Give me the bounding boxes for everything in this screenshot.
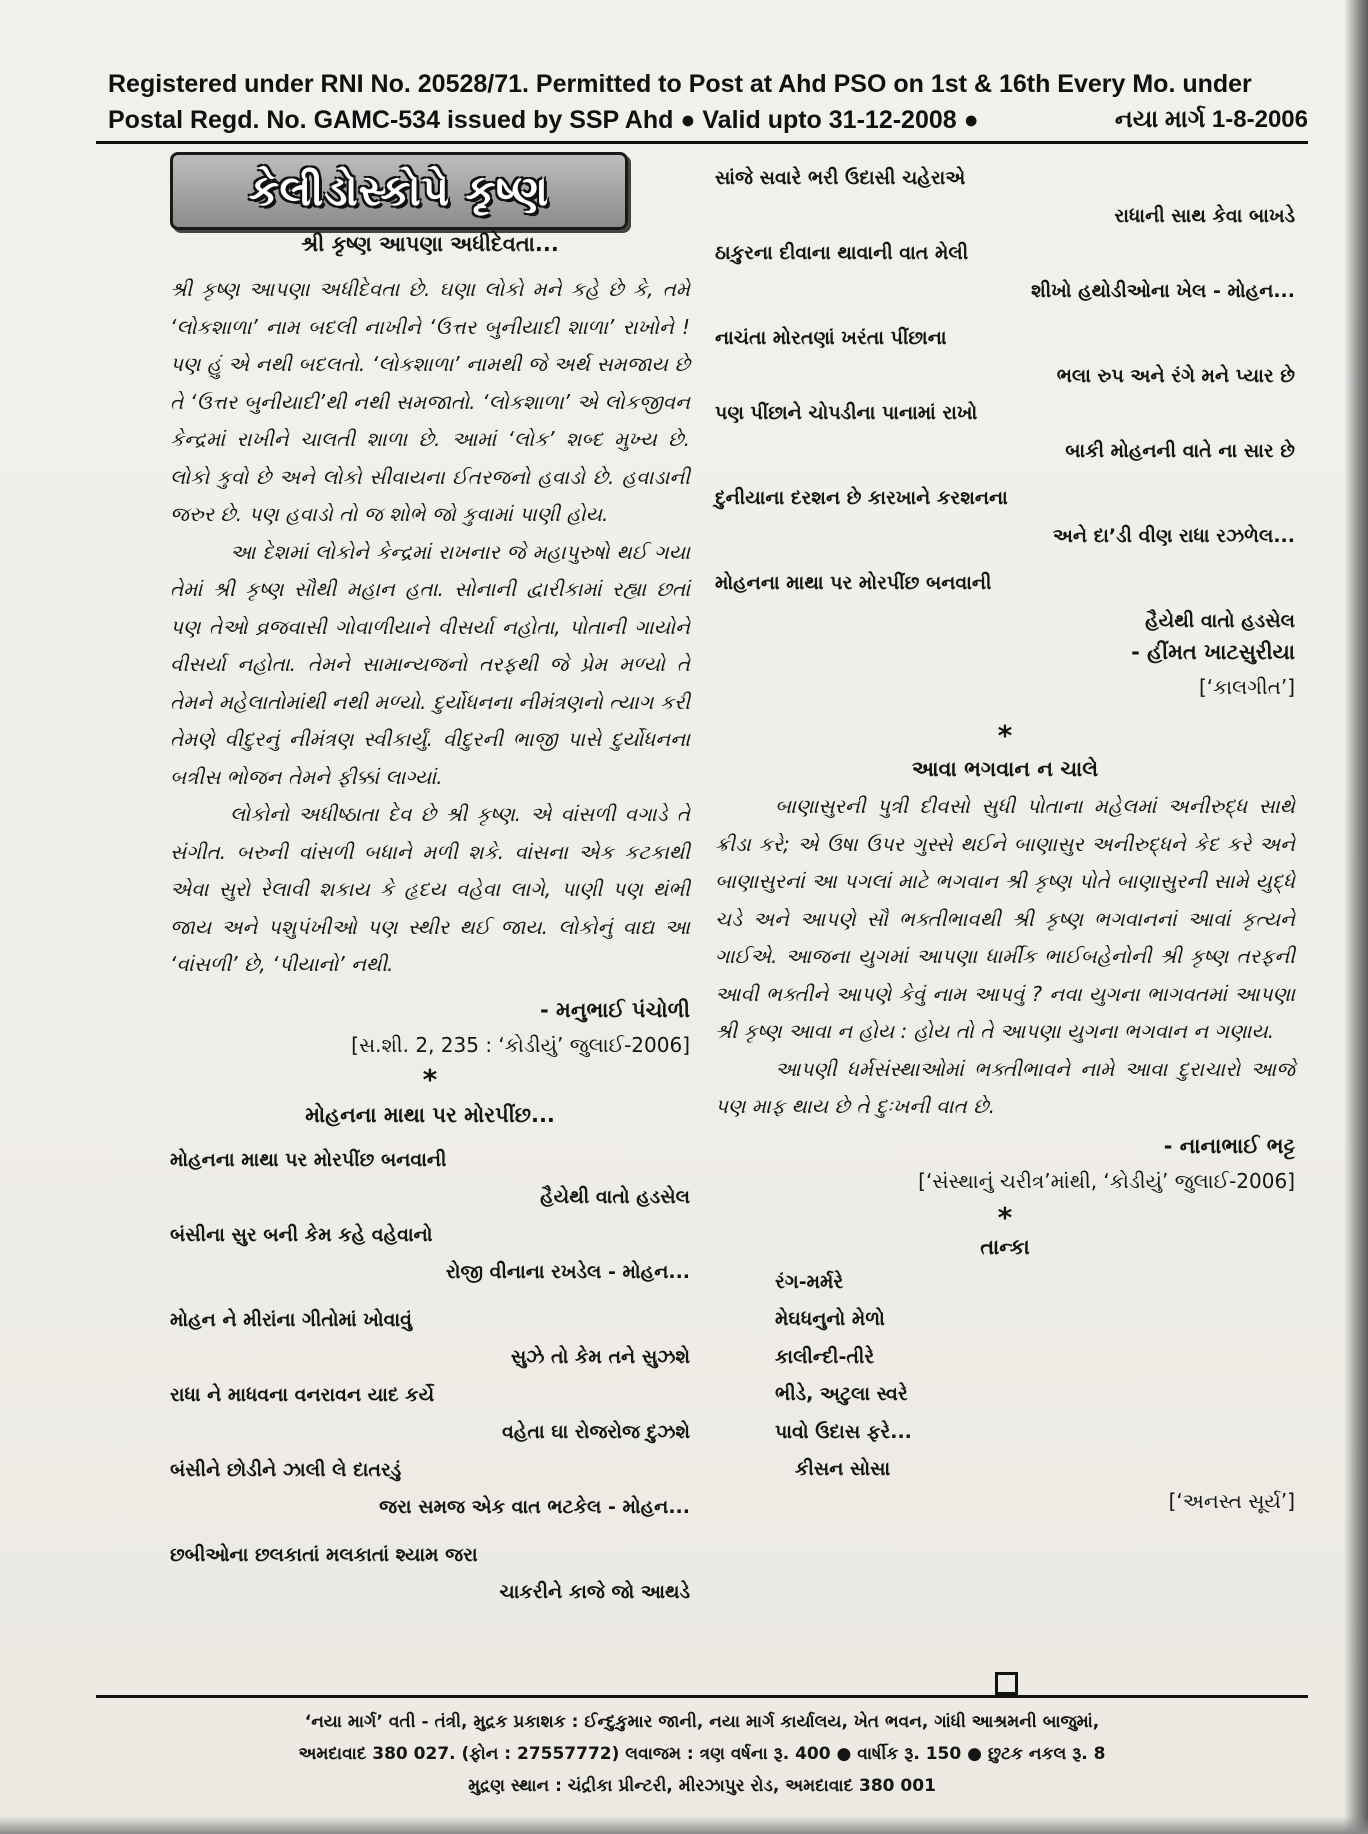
poem-line: પણ પીંછાને ચોપડીના પાનામાં રાખો (715, 402, 978, 424)
tanka-citation: [‘અનસ્ત સૂર્ય’] (1168, 1488, 1295, 1513)
article1-heading: શ્રી કૃષ્ણ આપણા અધીદેવતા... (301, 232, 559, 256)
tanka-line: પાવો ઉદાસ ફરે... (775, 1420, 912, 1443)
stanza-gap (715, 555, 1295, 565)
tanka-author: કીસન સોસા (795, 1458, 891, 1480)
poem-signature: - હીંમત ખાટસુરીયા (1131, 640, 1295, 664)
poem-line: મોહન ને મીરાંના ગીતોમાં ખોવાવું (170, 1308, 412, 1331)
stanza-gap (715, 310, 1295, 320)
footer-rule (96, 1695, 1308, 1698)
article2-signature: - નાનાભાઈ ભટ્ટ (1163, 1133, 1295, 1158)
poem-line: બાકી મોહનની વાતે ના સાર છે (1065, 439, 1295, 462)
footer-line-3: મુદ્રણ સ્થાન : ચંદ્રીકા પ્રીન્ટરી, મીરઝાપુર રોડ, અમદાવાદ 380 001 (468, 1776, 936, 1796)
poem-line: રોજી વીનાના રખડેલ - મોહન... (445, 1261, 690, 1283)
postal-header (108, 66, 1308, 138)
stanza-gap (715, 470, 1295, 480)
poem-line: રાધા ને માધવના વનરાવન યાદ કર્યે (170, 1383, 435, 1406)
poem-line: મોહનના માથા પર મોરપીંછ બનવાની (170, 1148, 447, 1171)
tanka-line: કાલીન્દી-તીરે (775, 1345, 875, 1368)
poem-line: બંસીને છોડીને ઝાલી લે દાતરડું (170, 1458, 402, 1481)
poem-line: મોહનના માથા પર મોરપીંછ બનવાની (715, 572, 992, 594)
header-line-1: Registered under RNI No. 20528/71. Permitted to Post at Ahd PSO on 1st & 16th Every Mo. under (108, 70, 1252, 98)
article1-citation: [સ.શી. 2, 235 : ‘કોડીયું’ જુલાઈ-2006] (351, 1032, 690, 1057)
separator-star: * (422, 1062, 438, 1096)
poem-line: દુનીયાના દરશન છે કારખાને કરશનના (715, 487, 1008, 509)
poem-line: છબીઓના છલકાતાં મલકાતાં શ્યામ જરા (170, 1543, 478, 1566)
poem-line: ભલા રુપ અને રંગે મને પ્યાર છે (1056, 364, 1295, 387)
tanka-line: રંગ-મર્મરે (775, 1270, 844, 1293)
article1-paragraph-3: લોકોનો અધીષ્ઠાતા દેવ છે શ્રી કૃષ્ણ. એ વાંસળી વગાડે તે સંગીત. બરુની વાંસળી બધાને મળી શકે. વાંસના એક કટકાથી એવા સુરો રેલાવી શકાય કે હૃદય વહેવા લાગે, પાણી પણ થંભી જાય અને પશુપંખીઓ પણ સ્થીર થઈ જાય. લોકોનું વાદ્ય આ ‘વાંસળી’ છે, ‘પીયાનો’ નથી. (170, 802, 690, 976)
article2-citation: [‘સંસ્થાનું ચરીત્ર’માંથી, ‘કોડીયું’ જુલાઈ-2006] (918, 1168, 1295, 1193)
footer-line-2: અમદાવાદ 380 027. (ફોન : 27557772) લવાજમ : ત્રણ વર્ષના રૂ. 400 ● વાર્ષીક રૂ. 150 ● છુટક નકલ રૂ. 8 (298, 1744, 1106, 1764)
issue-date: નયા માર્ગ 1-8-2006 (1114, 106, 1308, 133)
stanza-gap (170, 1527, 690, 1537)
header-line-2 (108, 102, 1308, 138)
poem-line: વહેતા ઘા રોજરોજ દુઝશે (502, 1421, 690, 1443)
article2-paragraph-1: બાણાસુરની પુત્રી દીવસો સુધી પોતાના મહેલમાં અનીરુદ્ધ સાથે ક્રીડા કરે; એ ઉષા ઉપર ગુસ્સે થઈને બાણાસુર અનીરુદ્ધને કેદ કરે અને બાણાસુરનાં આ પગલાં માટે ભગવાન શ્રી કૃષ્ણ પોતે બાણાસુરની સામે યુદ્ધે ચડે અને આપણે સૌ ભક્તીભાવથી શ્રી કૃષ્ણ ભગવાનનાં આવાં કૃત્યને ગાઈએ. આજના યુગમાં આપણા ધાર્મીક ભાઈબહેનોની શ્રી કૃષ્ણ તરફની આવી ભક્તીને આપણે કેવું નામ આપવું ? નવા યુગના ભાગવતમાં આપણા શ્રી કૃષ્ણ આવા ન હોય : હોય તો તે આપણા યુગના ભગવાન ન ગણાય. (715, 794, 1295, 1043)
left-column (170, 232, 690, 1612)
poem-line: શીખો હથોડીઓના ખેલ - મોહન... (1031, 279, 1295, 302)
article2-paragraph-2: આપણી ધર્મસંસ્થાઓમાં ભક્તીભાવને નામે આવા દુરાચારો આજે પણ માફ થાય છે તે દુઃખની વાત છે. (715, 1056, 1295, 1118)
poem-line: રાધાની સાથ કેવા બાખડે (1114, 204, 1295, 227)
footer-line-1: ‘નયા માર્ગ’ વતી - તંત્રી, મુદ્રક પ્રકાશક : ઈન્દુકુમાર જાની, નયા માર્ગ કાર્યાલય, ખેત ભવન, ગાંધી આશ્રમની બાજુમાં, (304, 1712, 1100, 1732)
section-title: કેલીડોસ્કોપે કૃષ્ણ (248, 166, 550, 215)
poem-line: અને દા’ડી વીણ રાધા રઝળેલ... (1052, 524, 1295, 547)
article1-paragraph-1: શ્રી કૃષ્ણ આપણા અધીદેવતા છે. ઘણા લોકો મને કહે છે કે, તમે ‘લોકશાળા’ નામ બદલી નાખીને ‘ઉત્તર બુનીયાદી શાળા’ રાખોને ! પણ હું એ નથી બદલતો. ‘લોકશાળા’ નામથી જે અર્થ સમજાય છે તે ‘ઉત્તર બુનીયાદી’થી નથી સમજાતો. ‘લોકશાળા’ એ લોકજીવન કેન્દ્રમાં રાખીને ચાલતી શાળા છે. આમાં ‘લોક’ શબ્દ મુખ્ય છે. લોકો કુવો છે અને લોકો સીવાયના ઈતરજનો હવાડો છે. હવાડાની જરુર છે. પણ હવાડો તો જ શોભે જો કુવામાં પાણી હોય. (170, 277, 690, 526)
poem-line: સાંજે સવારે ભરી ઉદાસી ચહેરાએ (715, 167, 966, 189)
scan-edge-shadow (1344, 0, 1368, 1834)
header-registration: Postal Regd. No. GAMC-534 issued by SSP Ahd ● Valid upto 31-12-2008 ● (108, 106, 979, 134)
poem-line: હૈયેથી વાતો હડસેલ (540, 1186, 690, 1208)
stanza-gap (170, 1292, 690, 1302)
separator-star: * (997, 719, 1013, 752)
poem-line: ચાકરીને કાજે જો આથડે (499, 1581, 690, 1603)
poem-line: સુઝે તો કેમ તને સુઝશે (510, 1346, 690, 1368)
right-column (715, 160, 1295, 1513)
article1-paragraph-2: આ દેશમાં લોકોને કેન્દ્રમાં રાખનાર જે મહાપુરુષો થઈ ગયા તેમાં શ્રી કૃષ્ણ સૌથી મહાન હતા. સોનાની દ્વારીકામાં રહ્યા છતાં પણ તેઓ વ્રજવાસી ગોવાળીયાને વીસર્યા નહોતા, પોતાની ગાયોને વીસર્યા નહોતા. તેમને સામાન્યજનો તરફથી જે પ્રેમ મળ્યો તે તેમને મહેલાતોમાંથી નથી મળ્યો. દુર્યોધનના નીમંત્રણનો ત્યાગ કરી તેમણે વીદુરનું નીમંત્રણ સ્વીકાર્યું. વીદુરની ભાજી પાસે દુર્યોધનના બત્રીસ ભોજન તેમને ફીક્કાં લાગ્યાં. (170, 539, 690, 789)
poem-citation: [‘કાલગીત’] (1198, 675, 1295, 699)
poem-line: બંસીના સુર બની કેમ કહે વહેવાનો (170, 1223, 433, 1246)
poem-line: હૈયેથી વાતો હડસેલ (1145, 609, 1295, 632)
tanka-heading: તાન્કા (980, 1234, 1030, 1259)
article2-heading: આવા ભગવાન ન ચાલે (911, 757, 1099, 781)
poem-line: ઠાકુરના દીવાના થાવાની વાત મેલી (715, 242, 969, 264)
end-mark-square-icon (995, 1672, 1018, 1695)
section-title-box (170, 152, 628, 230)
poem-line: જરા સમજ એક વાત ભટકેલ - મોહન... (379, 1496, 690, 1518)
tanka-line: મેઘધનુનો મેળો (775, 1308, 885, 1330)
tanka-line: ભીડે, અટુલા સ્વરે (775, 1383, 908, 1405)
poem-line: નાચંતા મોરતણાં ખરંતા પીંછાના (715, 327, 947, 349)
header-rule (96, 141, 1308, 144)
separator-star: * (997, 1200, 1013, 1234)
article1-signature: - મનુભાઈ પંચોળી (539, 997, 690, 1022)
poem-heading: મોહનના માથા પર મોરપીંછ... (305, 1102, 555, 1127)
poem-lines-left (170, 1142, 690, 1612)
imprint-footer (96, 1706, 1308, 1802)
tanka-lines (715, 1264, 1295, 1489)
poem-lines-right (715, 160, 1295, 640)
scan-edge-shadow (0, 1816, 1368, 1834)
